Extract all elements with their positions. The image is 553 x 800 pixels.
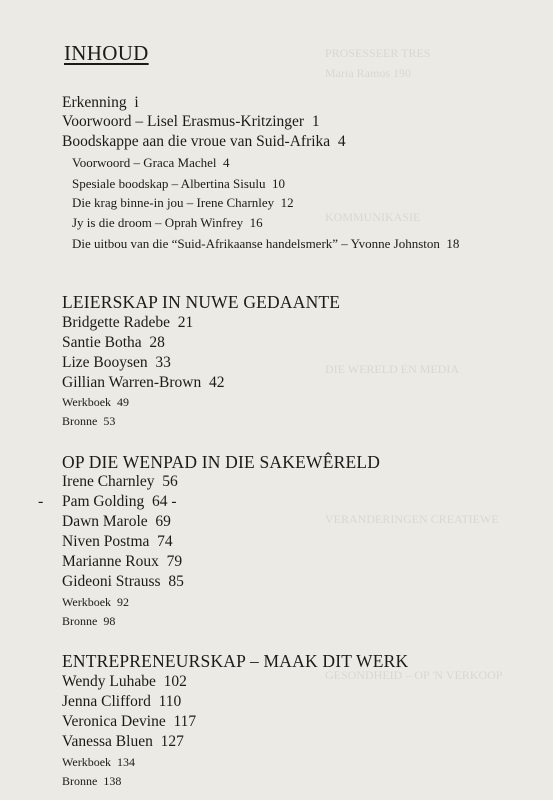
toc-extra-entry: Werkboek 92 bbox=[62, 595, 130, 609]
toc-entry: Santie Botha 28 bbox=[62, 334, 165, 351]
toc-entry: Niven Postma 74 bbox=[62, 533, 173, 550]
toc-extra-entry: Werkboek 49 bbox=[62, 395, 130, 409]
toc-extra-entry: Bronne 138 bbox=[62, 774, 122, 788]
margin-pencil-mark: - bbox=[38, 493, 44, 510]
toc-entry: Marianne Roux 79 bbox=[62, 553, 183, 570]
margin-pencil-mark: - bbox=[171, 493, 177, 510]
toc-entry: Gideoni Strauss 85 bbox=[62, 573, 184, 590]
toc-extra-entry: Bronne 98 bbox=[62, 614, 116, 628]
toc-entry: Wendy Luhabe 102 bbox=[62, 673, 187, 690]
toc-entry: Dawn Marole 69 bbox=[62, 513, 171, 530]
toc-extra-entry: Werkboek 134 bbox=[62, 755, 136, 769]
toc-entry: Jenna Clifford 110 bbox=[62, 693, 182, 710]
toc-sub-entry: Voorwoord – Graca Machel 4 bbox=[72, 155, 230, 170]
toc-entry: Vanessa Bluen 127 bbox=[62, 733, 184, 750]
toc-entry: Lize Booysen 33 bbox=[62, 354, 171, 371]
page-title: INHOUD bbox=[64, 41, 149, 65]
toc-entry: Veronica Devine 117 bbox=[62, 713, 197, 730]
section-heading: ENTREPRENEURSKAP – MAAK DIT WERK bbox=[62, 651, 409, 671]
section-heading: OP DIE WENPAD IN DIE SAKEWÊRELD bbox=[62, 452, 381, 472]
toc-sub-entry: Jy is die droom – Oprah Winfrey 16 bbox=[72, 215, 263, 230]
toc-sub-entry: Die krag binne-in jou – Irene Charnley 12 bbox=[72, 195, 294, 210]
toc-sub-entry: Spesiale boodskap – Albertina Sisulu 10 bbox=[72, 176, 286, 191]
toc-entry: Pam Golding 64 - bbox=[62, 493, 177, 510]
toc-entry: Gillian Warren-Brown 42 bbox=[62, 374, 225, 391]
toc-entry: Irene Charnley 56 bbox=[62, 473, 178, 490]
toc-extra-entry: Bronne 53 bbox=[62, 414, 116, 428]
toc-sub-entry: Die uitbou van die “Suid-Afrikaanse handelsmerk” – Yvonne Johnston 18 bbox=[72, 236, 460, 251]
toc-entry: Bridgette Radebe 21 bbox=[62, 314, 194, 331]
section-heading: LEIERSKAP IN NUWE GEDAANTE bbox=[62, 292, 341, 312]
toc-entry: Boodskappe aan die vroue van Suid-Afrika 4 bbox=[62, 133, 346, 150]
toc-entry: Erkenning i bbox=[62, 94, 139, 111]
toc-entry: Voorwoord – Lisel Erasmus-Kritzinger 1 bbox=[62, 113, 320, 130]
show-through-from-reverse-page: PROSESSEER TRES Maria Ramos 190 KOMMUNIKASIE DIE WERELD EN MEDIA VERANDERINGEN CREATIEWE GESONDHEID – OP 'N VERKOOP bbox=[325, 46, 503, 682]
